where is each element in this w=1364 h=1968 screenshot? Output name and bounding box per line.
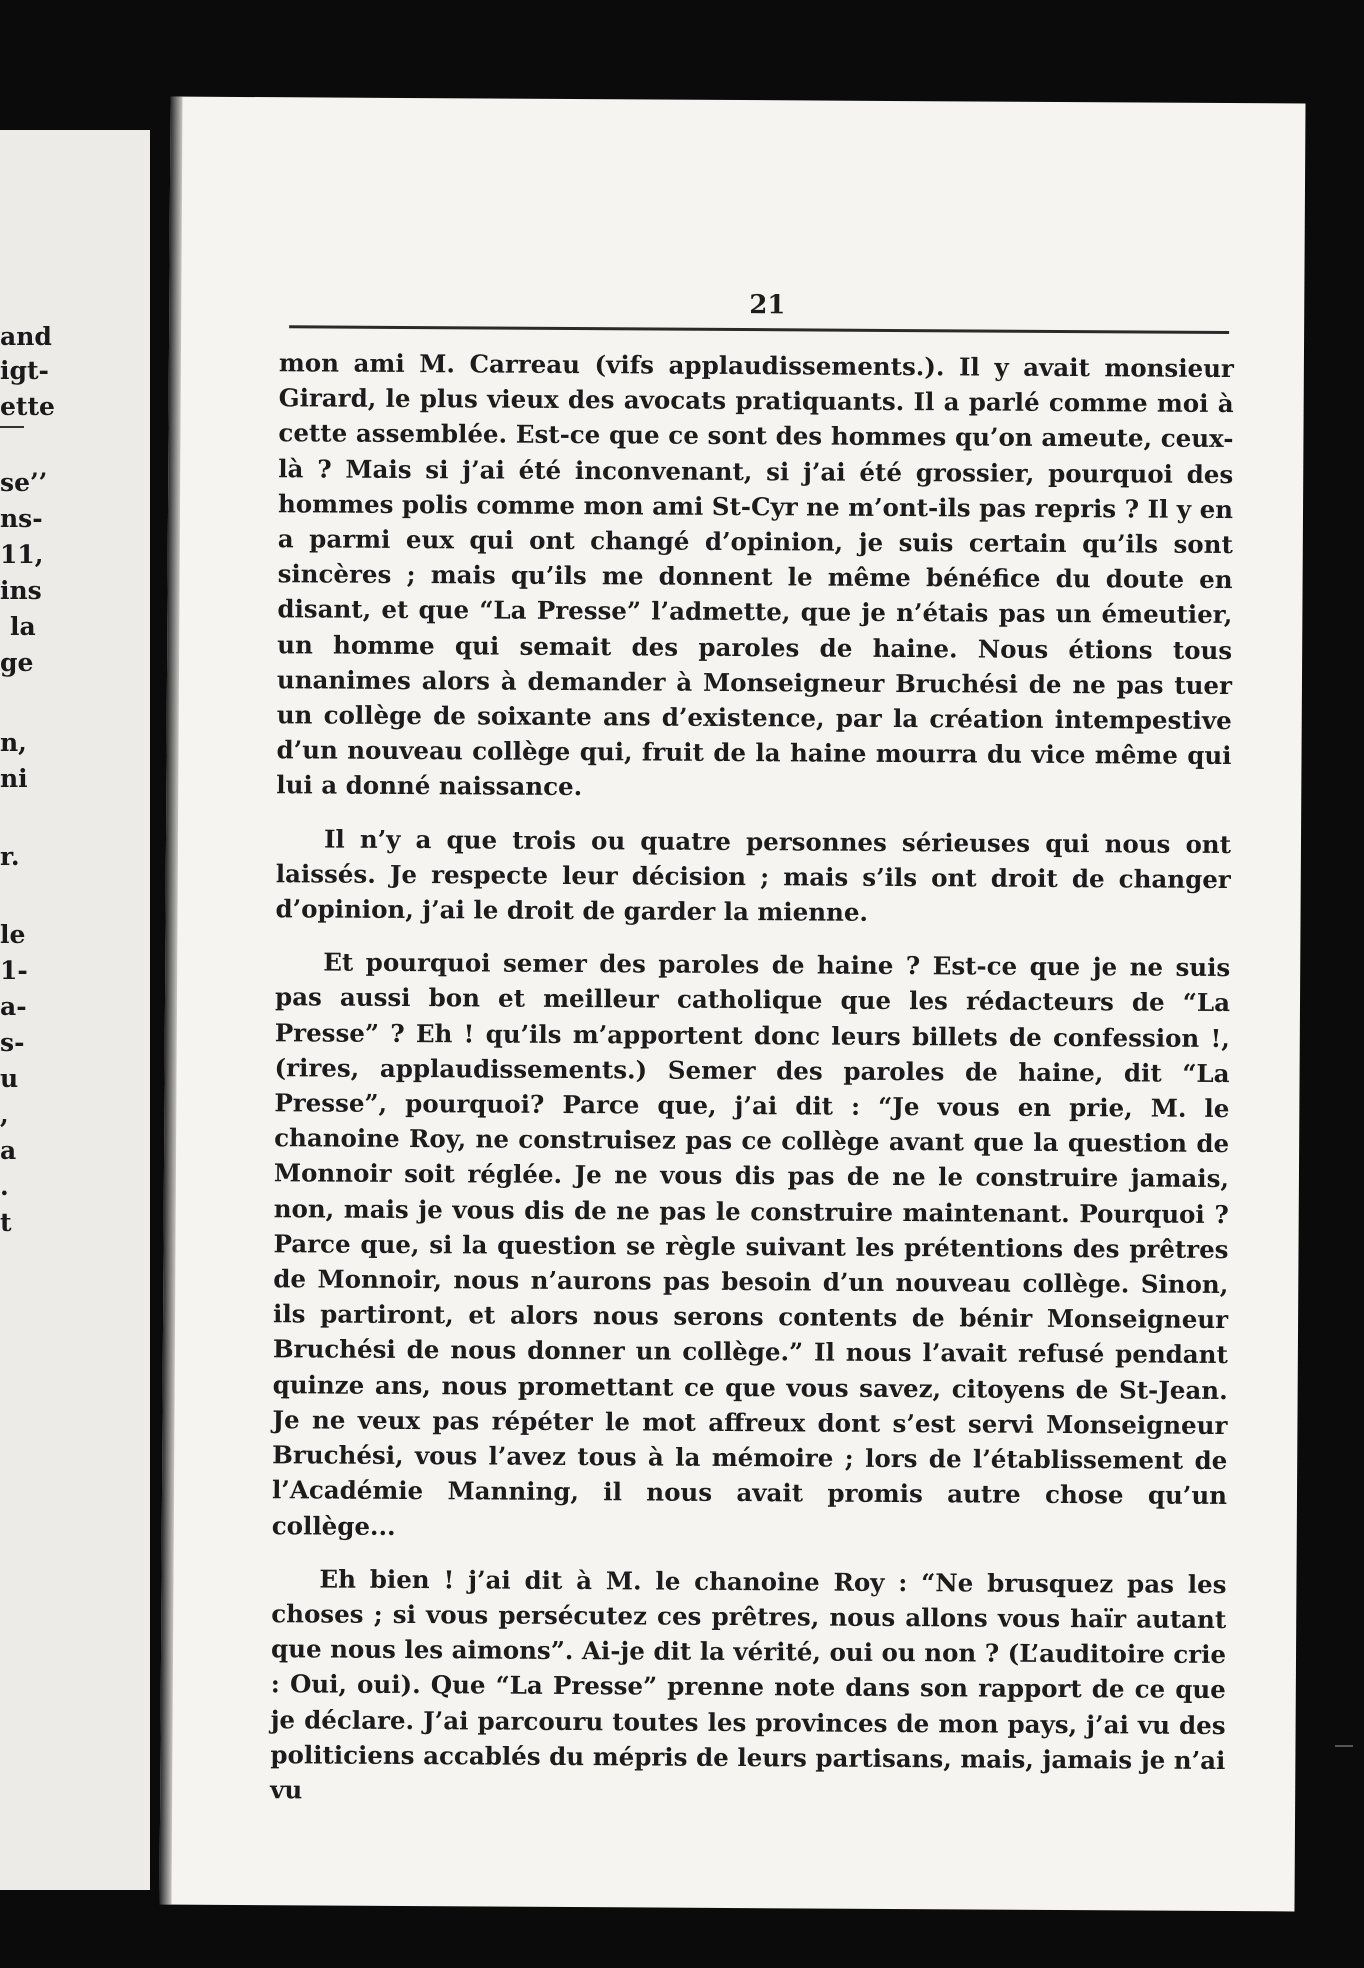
previous-page-fragment: t bbox=[0, 1208, 12, 1237]
previous-page-edge bbox=[0, 130, 150, 1890]
previous-page-fragment: ni bbox=[0, 764, 28, 793]
previous-page-fragment: and bbox=[0, 322, 52, 351]
previous-page-fragment: n, bbox=[0, 728, 27, 757]
page-number: 21 bbox=[749, 290, 786, 321]
previous-page-fragment: a bbox=[0, 1136, 17, 1165]
page-binding-edge bbox=[159, 97, 182, 1905]
header-rule bbox=[289, 325, 1229, 334]
previous-page-fragment: 1- bbox=[0, 956, 28, 985]
paragraph: mon ami M. Carreau (vifs applaudissements.). Il y avait monsieur Girard, le plus vieux des avocats pratiquants. Il a parlé comme moi à cette assemblée. Est-ce que ce sont des hommes qu’on ameute, ceux-là ? Mais si j’ai été inconvenant, si j’ai été grossier, pourquoi des hommes polis comme mon ami St-Cyr ne m’ont-ils pas repris ? Il y en a parmi eux qui ont changé d’opinion, je suis certain qu’ils sont sincères ; mais qu’ils me donnent le même bénéfice du doute en disant, et que “La Presse” l’admette, que je n’étais pas un émeutier, un homme qui semait des paroles de haine. Nous étions tous unanimes alors à demander à Monseigneur Bruchési de ne pas tuer un collège de soixante ans d’existence, par la création intempestive d’un nouveau collège qui, fruit de la haine mourra du vice même qui lui a donné naissance. bbox=[276, 348, 1234, 802]
previous-page-fragment: se’’ bbox=[0, 468, 48, 497]
previous-page-fragment: 11, bbox=[0, 540, 44, 569]
previous-page-fragment: la bbox=[10, 612, 36, 641]
previous-page-rule bbox=[0, 426, 24, 428]
previous-page-fragment: s- bbox=[0, 1028, 25, 1057]
previous-page-fragment: , bbox=[0, 1100, 9, 1129]
previous-page-fragment: ns- bbox=[0, 504, 43, 533]
previous-page-fragment: ins bbox=[0, 576, 42, 605]
scan-margin-mark bbox=[1335, 1745, 1353, 1747]
previous-page-fragment: . bbox=[0, 1172, 9, 1201]
book-page bbox=[159, 97, 1305, 1912]
paragraph: Il n’y a que trois ou quatre personnes sérieuses qui nous ont laissés. Je respecte leur décision ; mais s’ils ont droit de changer d’opinion, j’ai le droit de garder la mienne. bbox=[275, 824, 1232, 927]
paragraph: Eh bien ! j’ai dit à M. le chanoine Roy : “Ne brusquez pas les choses ; si vous persécutez ces prêtres, nous allons vous haïr autant que nous les aimons”. Ai-je dit la vérité, oui ou non ? (L’auditoire crie : Oui, oui). Que “La Presse” prenne note dans son rapport de ce que je déclare. J’ai parcouru toutes les provinces de mon pays, j’ai vu des politiciens accablés du mépris de leurs partisans, mais, jamais je n’ai vu bbox=[270, 1564, 1227, 1805]
page-body bbox=[270, 345, 1234, 1831]
previous-page-fragment: u bbox=[0, 1064, 19, 1093]
previous-page-fragment: le bbox=[0, 920, 26, 949]
previous-page-fragment: a- bbox=[0, 992, 27, 1021]
paragraph: Et pourquoi semer des paroles de haine ? Est-ce que je ne suis pas aussi bon et meilleur catholique que les rédacteurs de “La Presse” ? Eh ! qu’ils m’apportent donc leurs billets de confession !, (rires, applaudissements.) Semer des paroles de haine, dit “La Presse”, pourquoi? Parce que, j’ai dit : “Je vous en prie, M. le chanoine Roy, ne construisez pas ce collège avant que la question de Monnoir soit réglée. Je ne vous dis pas de ne le construire jamais, non, mais je vous dis de ne pas le construire maintenant. Pourquoi ? Parce que, si la question se règle suivant les prétentions des prêtres de Monnoir, nous n’aurons pas besoin d’un nouveau collège. Sinon, ils partiront, et alors nous serons contents de bénir Monseigneur Bruchési de nous donner un collège.” Il nous l’avait refusé pendant quinze ans, nous promettant ce que vous savez, citoyens de St-Jean. Je ne veux pas répéter le mot affreux dont s’est servi Monseigneur Bruchési, vous l’avez tous à la mémoire ; lors de l’établissement de l’Académie Manning, il nous avait promis autre chose qu’un collège... bbox=[271, 947, 1231, 1541]
previous-page-fragment: ge bbox=[0, 648, 34, 677]
previous-page-fragment: ette bbox=[0, 392, 55, 421]
previous-page-fragment: r. bbox=[0, 842, 20, 871]
previous-page-fragment: igt- bbox=[0, 356, 49, 385]
